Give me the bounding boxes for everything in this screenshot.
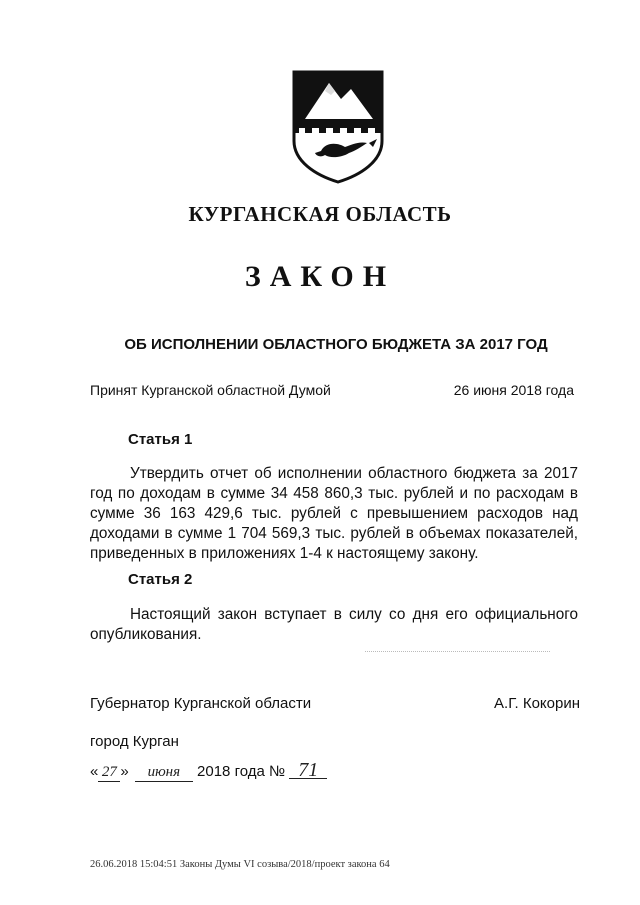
article-2-text: Настоящий закон вступает в силу со дня его официального опубликования. <box>90 606 578 643</box>
article-1-text: Утвердить отчет об исполнении областного бюджета за 2017 год по доходам в сумме 34 458 860,3 тыс. рублей и по расходам в сумме 36 163 429,6 тыс. рублей с превышением расходов над доходами в сумме 1 704 569,3 тыс. рублей в объемах показателей, приведенных в приложениях 1-4 к настоящему закону. <box>90 465 578 562</box>
signing-month: июня <box>135 764 193 782</box>
close-quote: » <box>120 763 129 780</box>
document-footer: 26.06.2018 15:04:51 Законы Думы VI созыва/2018/проект закона 64 <box>90 859 390 870</box>
signing-line <box>90 759 327 782</box>
signature-row <box>90 695 580 712</box>
open-quote: « <box>90 763 99 780</box>
document-type-title: ЗАКОН <box>244 260 396 293</box>
region-title: КУРГАНСКАЯ ОБЛАСТЬ <box>188 202 452 226</box>
signing-day: 27 <box>98 764 120 782</box>
article-2-title: Статья 2 <box>128 571 193 588</box>
adopted-by: Принят Курганской областной Думой <box>90 382 331 398</box>
article-1-title: Статья 1 <box>128 431 193 448</box>
dotted-divider <box>365 651 550 654</box>
kurgan-region-coat-of-arms-icon <box>291 69 385 185</box>
signing-year: 2018 года № <box>197 763 286 780</box>
signatory-name: А.Г. Кокорин <box>494 695 580 712</box>
adoption-date: 26 июня 2018 года <box>453 382 574 398</box>
place: город Курган <box>90 733 179 750</box>
law-subject: ОБ ИСПОЛНЕНИИ ОБЛАСТНОГО БЮДЖЕТА ЗА 2017 ГОД <box>124 336 548 353</box>
law-number: 71 <box>289 762 327 779</box>
adoption-row <box>90 382 574 398</box>
signatory-position: Губернатор Курганской области <box>90 695 312 712</box>
